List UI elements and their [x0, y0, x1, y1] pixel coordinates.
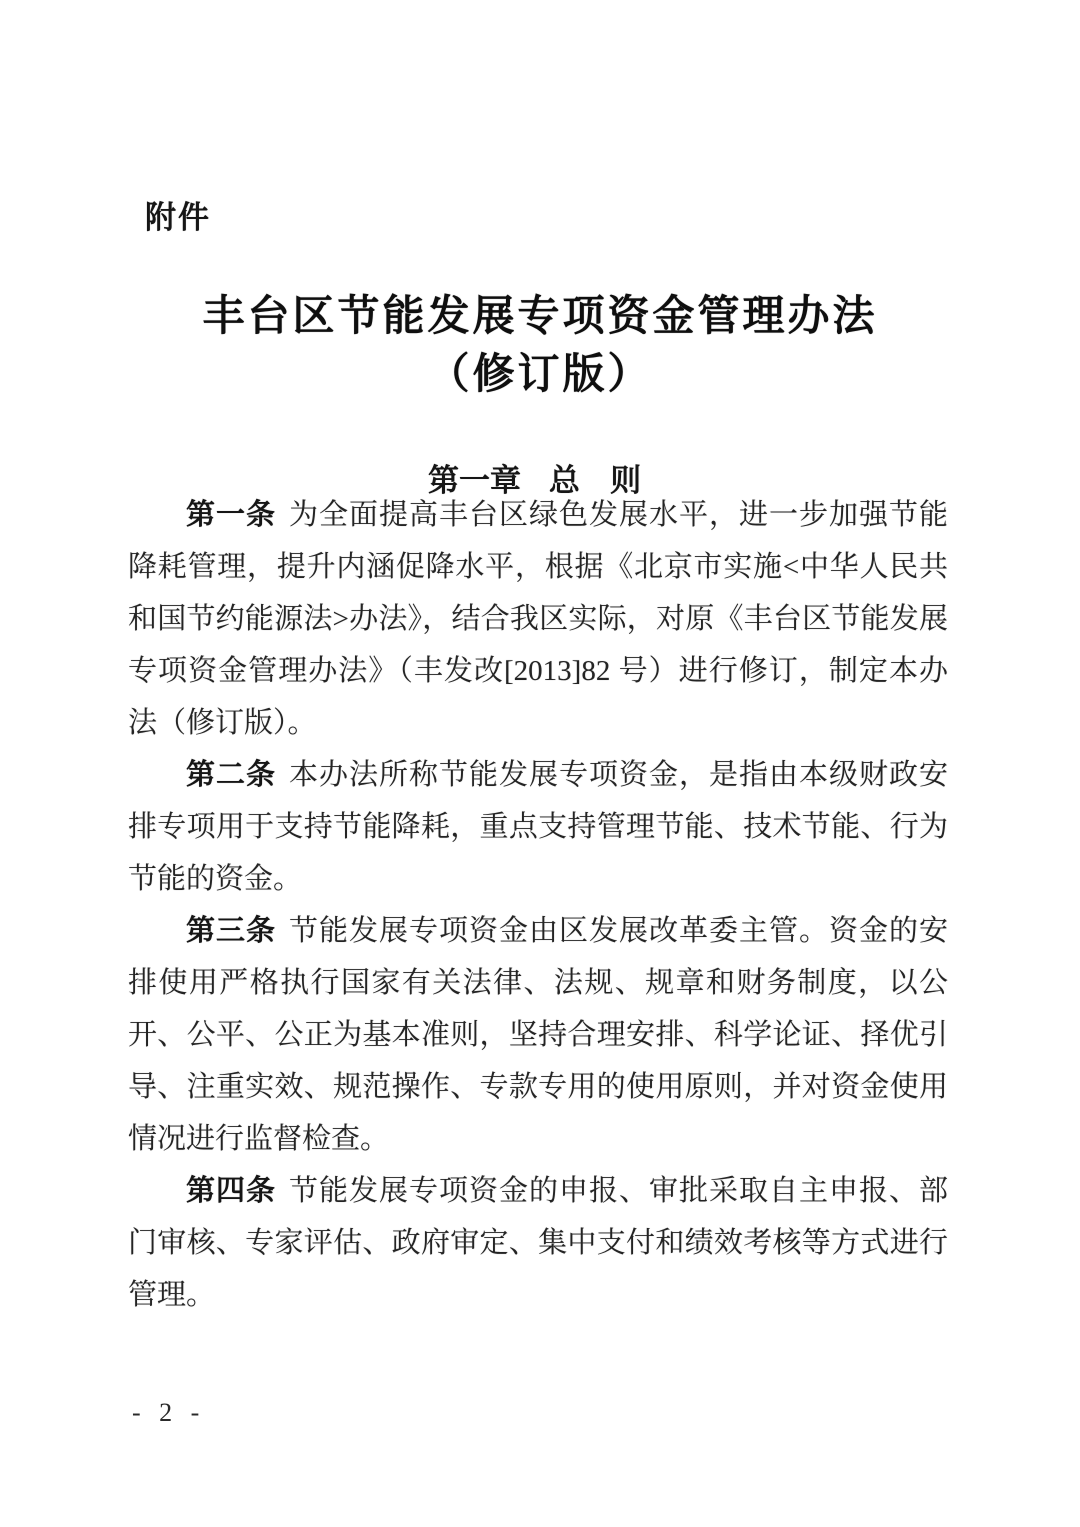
article-1 — [128, 489, 948, 749]
article-4-label: 第四条 — [186, 1175, 276, 1207]
chapter-name: 总 则 — [548, 463, 653, 498]
article-4-text: 节能发展专项资金的申报、审批采取自主申报、部门审核、专家评估、政府审定、集中支付和绩效考核等方式进行管理。 — [128, 1175, 948, 1311]
article-3-label: 第三条 — [186, 915, 276, 947]
article-2-text: 本办法所称节能发展专项资金，是指由本级财政安排专项用于支持节能降耗，重点支持管理节能、技术节能、行为节能的资金。 — [128, 759, 948, 895]
chapter-number: 第一章 — [427, 463, 521, 498]
document-title — [0, 288, 1080, 404]
attachment-label: 附件 — [145, 200, 211, 235]
page-number: - 2 - — [132, 1398, 206, 1427]
article-1-label: 第一条 — [186, 499, 276, 531]
article-1-text: 为全面提高丰台区绿色发展水平，进一步加强节能降耗管理，提升内涵促降水平，根据《北京市实施<中华人民共和国节约能源法>办法》，结合我区实际，对原《丰台区节能发展专项资金管理办法》（丰发改[2013]82 号）进行修订，制定本办法（修订版）。 — [128, 499, 948, 739]
article-3-text: 节能发展专项资金由区发展改革委主管。资金的安排使用严格执行国家有关法律、法规、规章和财务制度，以公开、公平、公正为基本准则，坚持合理安排、科学论证、择优引导、注重实效、规范操作、专款专用的使用原则，并对资金使用情况进行监督检查。 — [128, 915, 948, 1155]
document-body — [128, 489, 948, 1321]
document-title-line1: 丰台区节能发展专项资金管理办法 — [202, 294, 878, 340]
article-3 — [128, 905, 948, 1165]
document-title-line2: （修订版） — [427, 352, 653, 398]
article-4 — [128, 1165, 948, 1321]
article-2 — [128, 749, 948, 905]
article-2-label: 第二条 — [186, 759, 276, 791]
